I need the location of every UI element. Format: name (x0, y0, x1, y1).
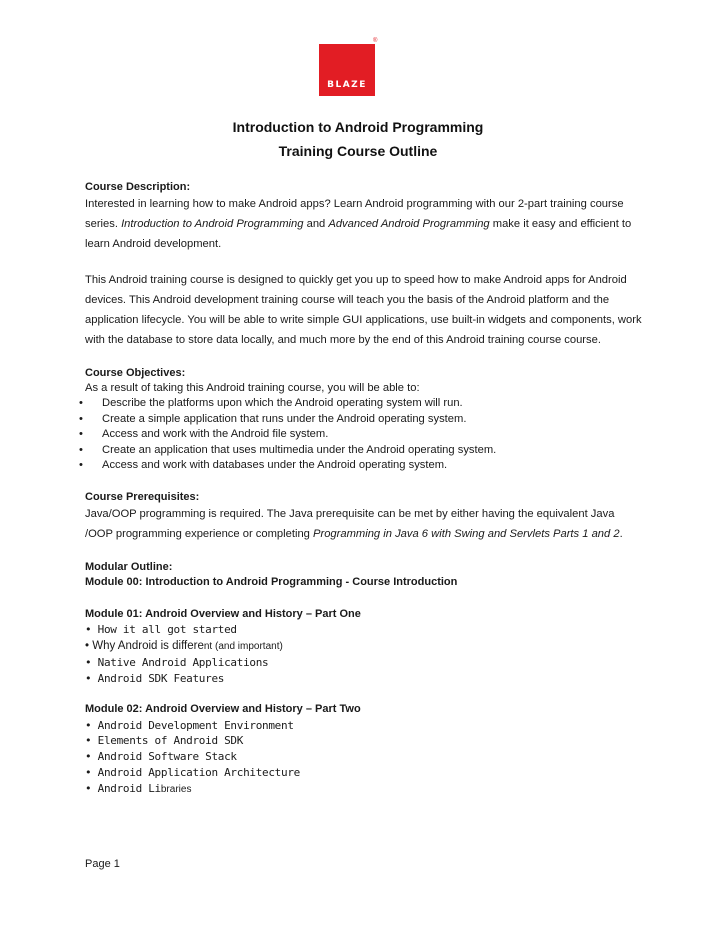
desc-course-intro: Introduction to Android Programming (121, 218, 304, 230)
description-paragraph-1 (85, 194, 645, 254)
list-item: • Elements of Android SDK (85, 734, 244, 748)
list-item: • Android Application Architecture (85, 765, 300, 779)
prereq-text-a: Java/OOP programming is required. The Java prerequisite can be met by either having the equivalent Java /OOP programming experience or completing (85, 507, 615, 540)
desc-text-c: make it easy and efficient to learn Android development. (85, 218, 632, 250)
module-00-title: Module 00: Introduction to Android Programming - Course Introduction (85, 576, 458, 589)
prereq-course-link: Programming in Java 6 with Swing and Servlets Parts 1 and 2 (313, 527, 620, 540)
list-item (85, 781, 645, 798)
item-text-b: nt (and important) (203, 641, 283, 653)
objectives-heading: Course Objectives: (85, 367, 186, 379)
item-text-a: • Why Android is differe (85, 640, 204, 653)
prerequisites-text (85, 504, 645, 544)
desc-text-b: and (303, 218, 329, 230)
objective-text: Describe the platforms upon which the Android operating system will run. (102, 397, 463, 409)
objective-text: Create an application that uses multimedia under the Android operating system. (102, 443, 497, 456)
objective-text: Create a simple application that runs under the Android operating system. (102, 412, 467, 425)
logo-box (319, 44, 375, 96)
item-text-a: • Android Li (85, 781, 161, 795)
document-body (79, 180, 645, 797)
logo-text: BLAZE (327, 80, 367, 90)
objective-text: Access and work with databases under the Android operating system. (102, 459, 448, 472)
list-item: • Access and work with the Android file system. (79, 428, 329, 441)
list-item: • Create a simple application that runs under the Android operating system. (79, 412, 467, 425)
prereq-text-b: . (619, 527, 623, 540)
objectives-list (79, 396, 645, 474)
desc-course-advanced: Advanced Android Programming (328, 218, 490, 230)
blaze-logo (319, 44, 375, 96)
list-item: • Native Android Applications (85, 655, 269, 669)
list-item: • Access and work with databases under the Android operating system. (79, 459, 448, 472)
item-text-b: braries (160, 783, 192, 795)
list-item: • Android Development Environment (85, 718, 294, 732)
list-item: • Android SDK Features (85, 671, 225, 685)
description-paragraph-2: This Android training course is designed to quickly get you up to speed how to make Android apps for Android devices. This Android development training course will teach you the basis of the Android platform and the application lifecycle. You will be able to write simple GUI applications, use built-in widgets and components, work with the database to store data locally, and much more by the end of this Android training course course. (85, 274, 642, 346)
objective-text: Access and work with the Android file system. (102, 428, 329, 441)
document-subtitle: Training Course Outline (278, 143, 438, 159)
outline-heading: Modular Outline: (85, 560, 173, 573)
list-item: • Describe the platforms upon which the Android operating system will run. (79, 397, 463, 409)
module-02-title: Module 02: Android Overview and History – Part Two (85, 703, 361, 716)
description-heading: Course Description: (85, 181, 191, 193)
objectives-intro: As a result of taking this Android training course, you will be able to: (85, 382, 420, 394)
list-item: • Android Software Stack (85, 750, 237, 764)
document-title: Introduction to Android Programming (232, 119, 484, 135)
module-02-list (85, 718, 645, 798)
desc-text-a: Interested in learning how to make Android apps? Learn Android programming with our 2-part training course series. (85, 198, 624, 230)
page-number: Page 1 (85, 858, 120, 870)
list-item: • Create an application that uses multimedia under the Android operating system. (79, 443, 497, 456)
list-item: • How it all got started (85, 623, 237, 637)
module-01-list (85, 622, 645, 686)
module-01-title: Module 01: Android Overview and History – Part One (85, 607, 361, 620)
registered-mark: ® (373, 38, 378, 44)
list-item (85, 638, 645, 655)
prerequisites-heading: Course Prerequisites: (85, 490, 200, 503)
